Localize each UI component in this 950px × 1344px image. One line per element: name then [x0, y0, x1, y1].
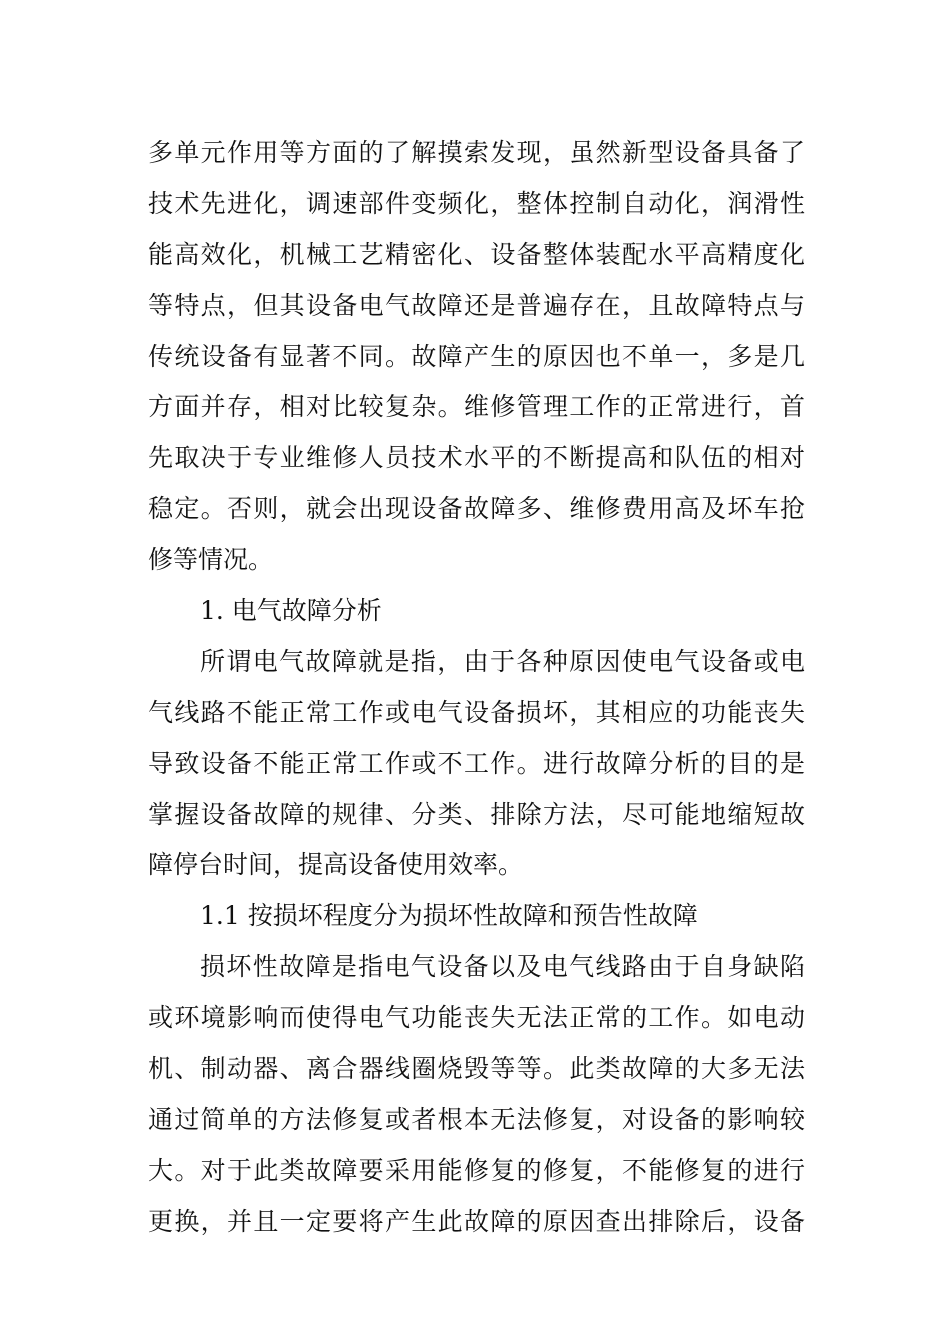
text-line: 损坏性故障是指电气设备以及电气线路由于自身缺陷: [200, 952, 805, 982]
section-heading: 1. 电气故障分析: [200, 596, 382, 626]
text-line: 掌握设备故障的规律、分类、排除方法，尽可能地缩短故: [148, 799, 805, 829]
text-line: 方面并存，相对比较复杂。维修管理工作的正常进行，首: [148, 392, 805, 422]
text-line: 更换，并且一定要将产生此故障的原因查出排除后，设备: [148, 1206, 805, 1236]
text-line: 通过简单的方法修复或者根本无法修复，对设备的影响较: [148, 1104, 805, 1134]
text-line: 修等情况。: [148, 545, 274, 575]
text-line: 能高效化，机械工艺精密化、设备整体装配水平高精度化: [148, 239, 805, 269]
text-line: 技术先进化，调速部件变频化，整体控制自动化，润滑性: [148, 188, 805, 218]
text-line: 稳定。否则，就会出现设备故障多、维修费用高及坏车抢: [148, 494, 805, 524]
subsection-heading: 1.1 按损坏程度分为损坏性故障和预告性故障: [200, 901, 698, 931]
text-line: 大。对于此类故障要采用能修复的修复，不能修复的进行: [148, 1155, 805, 1185]
text-line: 气线路不能正常工作或电气设备损坏，其相应的功能丧失: [148, 697, 805, 727]
text-line: 障停台时间，提高设备使用效率。: [148, 850, 524, 880]
text-line: 传统设备有显著不同。故障产生的原因也不单一，多是几: [148, 341, 805, 371]
body-text: [148, 128, 805, 1248]
text-line: 导致设备不能正常工作或不工作。进行故障分析的目的是: [148, 748, 805, 778]
text-line: 多单元作用等方面的了解摸索发现，虽然新型设备具备了: [148, 138, 805, 167]
text-line: 等特点，但其设备电气故障还是普遍存在，且故障特点与: [148, 290, 805, 320]
text-line: 先取决于专业维修人员技术水平的不断提高和队伍的相对: [148, 443, 805, 473]
text-line: 或环境影响而使得电气功能丧失无法正常的工作。如电动: [148, 1003, 805, 1033]
text-line: 所谓电气故障就是指，由于各种原因使电气设备或电: [200, 646, 805, 676]
text-line: 机、制动器、离合器线圈烧毁等等。此类故障的大多无法: [148, 1054, 805, 1084]
